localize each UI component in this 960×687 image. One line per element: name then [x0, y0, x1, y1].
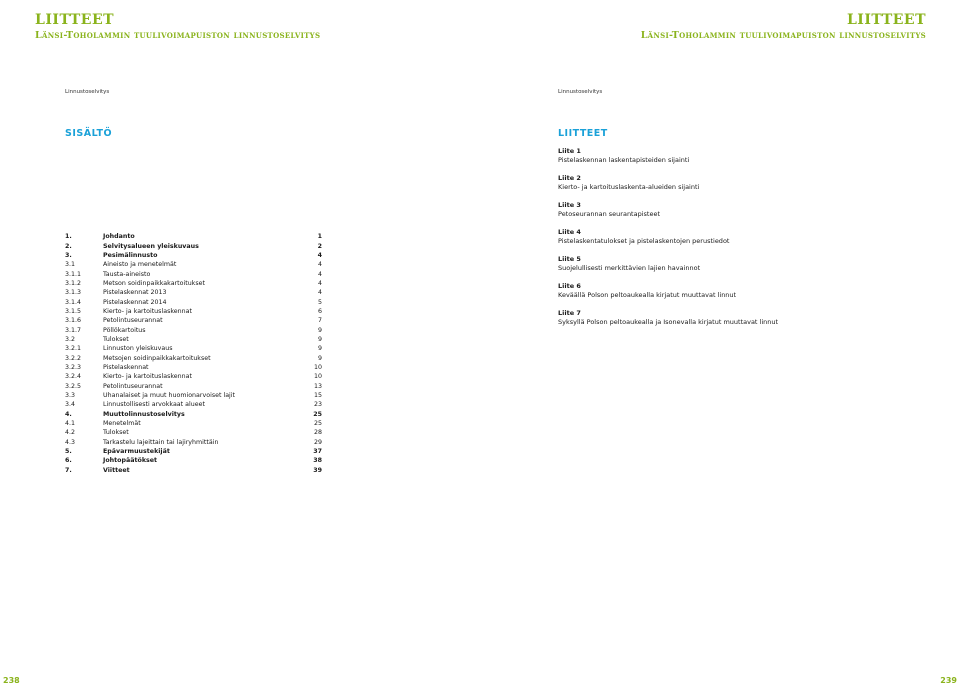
toc-entry-number: 4. — [65, 410, 72, 418]
toc-entry-page: 4 — [317, 289, 322, 297]
toc-entry-title: Muuttolinnustoselvitys — [103, 410, 185, 418]
toc-entry-title: Viitteet — [103, 466, 130, 474]
toc-entry — [65, 363, 322, 372]
toc-entry-title: Uhanalaiset ja muut huomionarvoiset lajit — [103, 392, 236, 400]
toc-entry-number: 3.2.4 — [65, 373, 82, 381]
toc-entry — [65, 307, 322, 316]
toc-entry-number: 3.2 — [65, 335, 76, 343]
toc-entry-title: Menetelmät — [103, 420, 141, 428]
toc-entry-page: 7 — [317, 317, 322, 325]
toc-entry — [65, 447, 322, 456]
appendix-label: Liite 6 — [558, 282, 581, 290]
toc-entry-title: Pistelaskennat — [103, 363, 149, 371]
toc-entry-number: 3.1 — [65, 261, 76, 269]
toc-entry-title: Epävarmuustekijät — [103, 448, 170, 456]
toc-entry-page: 9 — [317, 335, 322, 343]
toc-entry — [65, 232, 322, 241]
toc-entry-title: Pistelaskennat 2014 — [103, 298, 167, 306]
toc-entry-number: 3.1.2 — [65, 279, 82, 287]
toc-entry — [65, 428, 322, 437]
toc-entry-page: 10 — [313, 363, 322, 371]
toc-entry — [65, 335, 322, 344]
running-header-right: Linnustoselvitys — [558, 89, 603, 95]
table-of-contents — [65, 232, 322, 475]
toc-entry-page: 25 — [313, 410, 322, 418]
toc-entry — [65, 410, 322, 419]
toc-entry-title: Aineisto ja menetelmät — [103, 261, 177, 269]
toc-entry-page: 28 — [313, 429, 322, 437]
appendix-label: Liite 5 — [558, 255, 581, 263]
toc-entry-number: 3.1.3 — [65, 289, 82, 297]
toc-entry — [65, 382, 322, 391]
toc-entry — [65, 241, 322, 250]
toc-entry-page: 9 — [317, 354, 322, 362]
toc-entry — [65, 260, 322, 269]
toc-entry-page: 2 — [317, 242, 322, 250]
toc-entry-page: 39 — [313, 466, 322, 474]
toc-entry-number: 3.3 — [65, 392, 76, 400]
toc-entry-title: Tulokset — [103, 429, 129, 437]
toc-entry — [65, 316, 322, 325]
toc-entry-title: Pesimälinnusto — [103, 251, 158, 259]
toc-entry-page: 13 — [313, 382, 322, 390]
toc-entry-number: 3.4 — [65, 401, 76, 409]
toc-entry-number: 3.1.7 — [65, 326, 82, 334]
toc-entry — [65, 466, 322, 475]
toc-entry-number: 3.1.4 — [65, 298, 82, 306]
toc-entry-title: Linnuston yleiskuvaus — [103, 345, 173, 353]
toc-entry-page: 1 — [317, 233, 322, 241]
toc-entry-title: Selvitysalueen yleiskuvaus — [103, 242, 199, 250]
toc-entry-number: 3.2.3 — [65, 363, 82, 371]
toc-entry-page: 38 — [313, 457, 322, 465]
toc-entry-page: 5 — [317, 298, 322, 306]
running-header-left: Linnustoselvitys — [65, 89, 110, 95]
toc-entry-page: 25 — [313, 420, 322, 428]
toc-entry — [65, 353, 322, 362]
toc-entry-title: Pöllökartoitus — [103, 326, 146, 334]
appendix-label: Liite 4 — [558, 228, 581, 236]
toc-entry — [65, 269, 322, 278]
toc-entry — [65, 391, 322, 400]
toc-entry-number: 3.2.1 — [65, 345, 82, 353]
toc-entry-page: 4 — [317, 270, 322, 278]
toc-entry-number: 6. — [65, 457, 72, 465]
appendix-label: Liite 2 — [558, 174, 581, 182]
toc-entry — [65, 372, 322, 381]
appendix-label: Liite 3 — [558, 201, 581, 209]
toc-entry — [65, 419, 322, 428]
toc-entry-number: 4.2 — [65, 429, 76, 437]
toc-entry — [65, 438, 322, 447]
toc-entry-title: Petolintuseurannat — [103, 382, 163, 390]
appendix-description: Suojelullisesti merkittävien lajien havainnot — [558, 264, 701, 272]
toc-entry-page: 9 — [317, 326, 322, 334]
toc-entry-title: Tarkastelu lajeittain tai lajiryhmittäin — [103, 438, 219, 446]
toc-entry — [65, 400, 322, 409]
appendix-label: Liite 1 — [558, 147, 581, 155]
toc-entry-title: Johtopäätökset — [103, 457, 158, 465]
appendix-label: Liite 7 — [558, 309, 581, 317]
appendix-item — [558, 147, 689, 165]
appendix-item — [558, 201, 660, 219]
toc-entry-number: 4.1 — [65, 420, 76, 428]
header-left-title: LIITTEET — [35, 12, 115, 28]
toc-entry — [65, 325, 322, 334]
toc-entry-title: Johdanto — [103, 233, 135, 241]
page-number-left: 238 — [3, 676, 20, 685]
toc-entry-number: 2. — [65, 242, 72, 250]
header-right-subtitle: Länsi-Toholammin tuulivoimapuiston linnustoselvitys — [640, 30, 926, 41]
toc-entry-number: 3.1.6 — [65, 317, 82, 325]
toc-entry-title: Tulokset — [103, 335, 129, 343]
toc-entry — [65, 344, 322, 353]
toc-entry-number: 4.3 — [65, 438, 76, 446]
page-number-right: 239 — [940, 676, 957, 685]
toc-entry-page: 37 — [313, 448, 322, 456]
toc-entry-page: 6 — [317, 307, 322, 315]
toc-entry — [65, 288, 322, 297]
toc-entry-number: 5. — [65, 448, 72, 456]
header-right-title: LIITTEET — [846, 12, 926, 28]
toc-entry-page: 4 — [317, 279, 322, 287]
toc-entry-title: Kierto- ja kartoituslaskennat — [103, 307, 192, 315]
toc-entry-title: Tausta-aineisto — [103, 270, 151, 278]
toc-entry-title: Metson soidinpaikkakartoitukset — [103, 279, 205, 287]
toc-entry — [65, 297, 322, 306]
header-right — [641, 12, 926, 42]
toc-entry-page: 9 — [317, 345, 322, 353]
toc-entry-number: 7. — [65, 466, 72, 474]
header-left — [35, 12, 320, 42]
appendix-description: Keväällä Polson peltoaukealla kirjatut muuttavat linnut — [558, 291, 737, 299]
appendix-item — [558, 282, 736, 300]
toc-entry-number: 3. — [65, 251, 72, 259]
toc-entry-number: 3.2.5 — [65, 382, 82, 390]
appendix-description: Syksyllä Polson peltoaukealla ja Isonevalla kirjatut muuttavat linnut — [558, 318, 779, 326]
toc-entry-page: 10 — [313, 373, 322, 381]
toc-entry-number: 3.2.2 — [65, 354, 82, 362]
toc-entry-title: Pistelaskennat 2013 — [103, 289, 167, 297]
toc-entry-page: 15 — [313, 392, 322, 400]
toc-entry-title: Kierto- ja kartoituslaskennat — [103, 373, 192, 381]
toc-entry-title: Metsojen soidinpaikkakartoitukset — [103, 354, 211, 362]
header-left-subtitle: Länsi-Toholammin tuulivoimapuiston linnustoselvitys — [35, 30, 321, 41]
appendix-description: Pistelaskennan laskentapisteiden sijainti — [558, 156, 690, 164]
appendix-item — [558, 228, 729, 246]
toc-entry-title: Linnustollisesti arvokkaat alueet — [103, 401, 205, 409]
toc-entry-page: 4 — [317, 261, 322, 269]
appendix-description: Petoseurannan seurantapisteet — [558, 210, 661, 218]
appendix-item — [558, 309, 778, 327]
toc-entry-page: 23 — [313, 401, 322, 409]
appendices-heading: LIITTEET — [558, 128, 608, 139]
toc-entry-title: Petolintuseurannat — [103, 317, 163, 325]
toc-entry-page: 4 — [317, 251, 322, 259]
toc-entry — [65, 251, 322, 260]
appendix-item — [558, 255, 700, 273]
toc-entry — [65, 456, 322, 465]
contents-heading: SISÄLTÖ — [65, 128, 113, 139]
toc-entry-number: 1. — [65, 233, 72, 241]
toc-entry-number: 3.1.5 — [65, 307, 82, 315]
appendix-description: Pistelaskentatulokset ja pistelaskentojen perustiedot — [558, 237, 730, 245]
appendix-item — [558, 174, 699, 192]
toc-entry — [65, 279, 322, 288]
appendix-description: Kierto- ja kartoituslaskenta-alueiden sijainti — [558, 183, 700, 191]
toc-entry-page: 29 — [313, 438, 322, 446]
toc-entry-number: 3.1.1 — [65, 270, 82, 278]
